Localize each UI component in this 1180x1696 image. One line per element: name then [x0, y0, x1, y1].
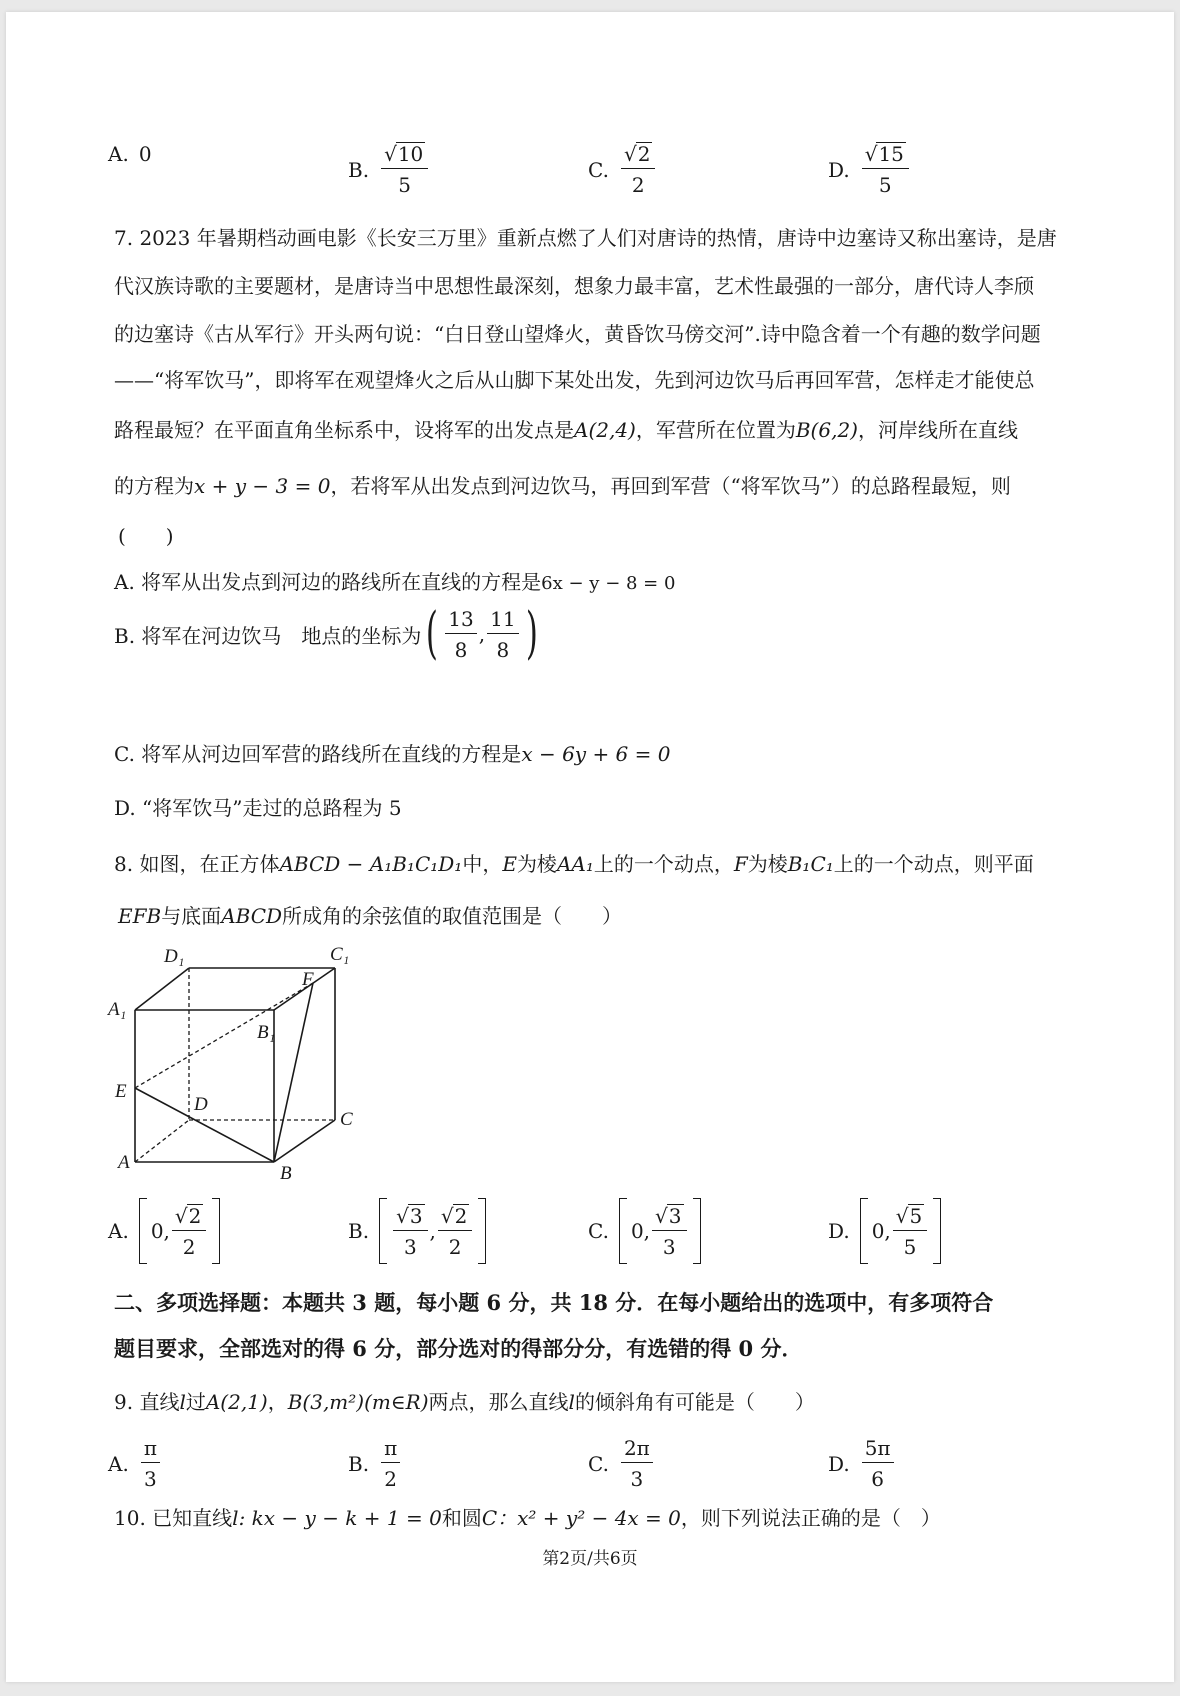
numerator: 2 [188, 1203, 202, 1228]
text: 上的一个动点，则平面 [833, 852, 1034, 876]
q7-line-4: ——“将军饮马”，即将军在观望烽火之后从山脚下某处出发，先到河边饮马后再回军营，怎样走才能使总 [114, 368, 1035, 392]
text: 两点，那么直线 [428, 1390, 569, 1414]
segment-ef [135, 983, 313, 1088]
page-footer: 第2页/共6页 [542, 1549, 638, 1569]
text: ，河岸线所在直线 [857, 418, 1018, 442]
bracket-right [933, 1198, 941, 1264]
cube-name: ABCD − A₁B₁C₁D₁ [279, 852, 463, 876]
numerator: 10 [397, 142, 424, 166]
text: B. 将军在河边饮马 地点的坐标为 [114, 623, 422, 648]
label-f: F [302, 969, 314, 990]
q9-option-b [348, 1436, 402, 1491]
paren-left: ( [426, 601, 439, 666]
q10-stem [114, 1504, 941, 1532]
text: 路程最短？在平面直角坐标系中，设将军的出发点是 [114, 418, 574, 442]
text: 上的一个动点， [593, 852, 734, 876]
option-label: C. [588, 1219, 609, 1243]
numerator: 13 [445, 607, 476, 634]
option-label: B. [348, 1219, 370, 1243]
bracket-left [619, 1198, 627, 1264]
cube-figure [106, 938, 366, 1188]
line-equation: l: kx − y − k + 1 = 0 [232, 1506, 442, 1530]
numerator: 2 [454, 1203, 468, 1228]
text: ，则下列说法正确的是（ ） [680, 1506, 941, 1530]
q8-option-d [828, 1198, 941, 1264]
bracket-right [693, 1198, 701, 1264]
fraction [862, 1436, 894, 1491]
q7-line-3: 的边塞诗《古从军行》开头两句说：“白日登山望烽火，黄昏饮马傍交河”.诗中隐含着一个有趣的数学问题 [114, 322, 1041, 346]
q8-option-a [108, 1198, 220, 1264]
label-b: B [280, 1163, 292, 1184]
text: 的倾斜角有可能是（ ） [574, 1390, 815, 1414]
numerator: π [141, 1436, 160, 1463]
text: 为棱 [747, 852, 788, 876]
point-e: E [502, 852, 517, 876]
fraction: √ 15 5 [862, 142, 909, 197]
q7-line-1: 7. 2023 年暑期档动画电影《长安三万里》重新点燃了人们对唐诗的热情，唐诗中边塞诗又称出塞诗，是唐 [114, 226, 1057, 250]
text: 10. 已知直线 [114, 1506, 233, 1530]
comma: , [478, 622, 486, 646]
q7-line-6 [114, 472, 1011, 500]
text: A. 将军从出发点到河边的路线所在直线的方程是 [114, 570, 542, 594]
label-c: C [340, 1109, 353, 1130]
q6-option-c [588, 142, 657, 197]
fraction: √ 2 2 [621, 142, 655, 197]
section2-heading-line-1: 二、多项选择题：本题共 3 题，每小题 6 分，共 18 分．在每小题给出的选项中，有多项符合 [114, 1290, 994, 1315]
option-label: A. [108, 1219, 129, 1243]
option-label: B. [348, 1451, 370, 1476]
numerator: 2π [621, 1436, 653, 1463]
edge-b1c1: B₁C₁ [787, 852, 834, 876]
fraction [141, 1436, 160, 1491]
text: ，军营所在位置为 [635, 418, 796, 442]
circle-equation: C：x² + y² − 4x = 0 [481, 1506, 681, 1530]
option-label: A. [108, 142, 129, 166]
line-l: l [179, 1390, 186, 1414]
equation: x − 6y + 6 = 0 [521, 742, 671, 766]
numerator: 2 [637, 142, 651, 166]
point-f: F [733, 852, 748, 876]
fraction [487, 607, 518, 662]
fraction: √ 3 3 [652, 1204, 686, 1259]
option-label: C. [588, 1451, 609, 1476]
q9-stem [114, 1388, 815, 1416]
denominator: 3 [144, 1467, 157, 1491]
numerator: 5π [862, 1436, 894, 1463]
q9-option-a [108, 1436, 162, 1491]
fraction: √ 5 5 [893, 1204, 927, 1259]
bracket-left [139, 1198, 147, 1264]
numerator: π [381, 1436, 400, 1463]
denominator: 3 [630, 1467, 644, 1491]
q7-option-b [114, 601, 542, 666]
text: 的方程为 [114, 474, 194, 498]
option-value: 0 [138, 142, 152, 166]
option-label: D. [828, 157, 850, 182]
point-a: A(2,4) [574, 418, 636, 442]
denominator: 2 [182, 1234, 196, 1259]
option-label: A. [108, 1451, 129, 1476]
label-d: D [194, 1094, 208, 1115]
river-equation: x + y − 3 = 0 [194, 474, 331, 498]
comma: , [429, 1219, 436, 1243]
equation: 6x − y − 8 = 0 [541, 573, 676, 594]
option-label: D. [828, 1219, 850, 1243]
edge-ad [135, 1120, 189, 1162]
text: 和圆 [441, 1506, 482, 1530]
numerator: 3 [668, 1203, 682, 1228]
option-label: D. [828, 1451, 850, 1476]
label-b1: B₁ [257, 1022, 276, 1043]
denominator: 2 [448, 1234, 462, 1259]
q7-option-c [114, 740, 670, 768]
fraction: √ 10 5 [381, 142, 428, 197]
q8-option-b [348, 1198, 486, 1264]
q7-line-5 [114, 416, 1018, 444]
bracket-left [379, 1198, 387, 1264]
paren-right: ) [525, 601, 538, 666]
edge-aa1: AA₁ [556, 852, 594, 876]
text: 所成角的余弦值的取值范围是（ ） [282, 904, 623, 928]
segment-bf [274, 983, 313, 1162]
text: ， [267, 1390, 288, 1414]
fraction [445, 607, 476, 662]
plane-abcd: ABCD [221, 904, 283, 928]
numerator: 5 [909, 1203, 923, 1228]
fraction: √ 2 2 [438, 1204, 472, 1259]
q6-option-d [828, 142, 911, 197]
interval-left: 0, [630, 1219, 651, 1243]
denominator: 8 [496, 637, 510, 662]
label-c1: C₁ [330, 944, 350, 965]
q7-answer-paren: ( ) [118, 524, 174, 548]
q7-line-2: 代汉族诗歌的主要题材，是唐诗当中思想性最深刻，想象力最丰富，艺术性最强的一部分，唐代诗人李颀 [114, 274, 1034, 298]
exam-page [6, 12, 1174, 1682]
label-e: E [115, 1081, 127, 1102]
numerator: 15 [878, 142, 904, 166]
interval-left: 0, [871, 1219, 891, 1243]
text: C. 将军从河边回军营的路线所在直线的方程是 [114, 742, 522, 766]
denominator: 5 [878, 173, 892, 197]
fraction [381, 1436, 400, 1491]
text: 过 [185, 1390, 206, 1414]
fraction: √ 3 3 [393, 1204, 427, 1259]
text: 与底面 [161, 904, 222, 928]
section2-heading-line-2: 题目要求，全部选对的得 6 分，部分选对的得部分分，有选错的得 0 分． [114, 1336, 803, 1361]
q8-line-1 [114, 850, 1034, 878]
q6-option-b [348, 142, 430, 197]
edge-a1d1 [135, 968, 189, 1010]
fraction [621, 1436, 653, 1491]
text: ，若将军从出发点到河边饮马，再回到军营（“将军饮马”）的总路程最短，则 [330, 474, 1011, 498]
q8-option-c [588, 1198, 701, 1264]
denominator: 3 [662, 1234, 676, 1259]
denominator: 5 [398, 173, 412, 197]
denominator: 8 [454, 637, 468, 662]
q9-option-d [828, 1436, 896, 1491]
denominator: 3 [403, 1234, 417, 1259]
option-label: C. [588, 157, 609, 182]
numerator: 3 [409, 1203, 423, 1228]
q7-option-a [114, 568, 675, 598]
text: 9. 直线 [114, 1390, 180, 1414]
q7-option-d: D. “将军饮马”走过的总路程为 5 [114, 796, 402, 820]
option-label: B. [348, 157, 370, 182]
denominator: 2 [631, 173, 645, 197]
q6-option-a [108, 142, 152, 166]
bracket-right [212, 1198, 220, 1264]
label-d1: D₁ [164, 946, 185, 967]
q8-line-2 [118, 902, 622, 930]
denominator: 2 [384, 1467, 397, 1491]
bracket-left [860, 1198, 868, 1264]
text: 为棱 [516, 852, 557, 876]
point-b: B(6,2) [795, 418, 858, 442]
interval-left: 0, [150, 1219, 170, 1243]
label-a1: A₁ [108, 999, 127, 1020]
text: 中， [462, 852, 503, 876]
numerator: 11 [487, 607, 518, 634]
q9-option-c [588, 1436, 655, 1491]
line-l: l [568, 1390, 575, 1414]
text: 8. 如图，在正方体 [114, 852, 280, 876]
bracket-right [478, 1198, 486, 1264]
label-a: A [118, 1152, 130, 1173]
point-b: B(3,m²)(m∈R) [287, 1390, 429, 1414]
fraction: √ 2 2 [172, 1204, 206, 1259]
denominator: 6 [871, 1467, 884, 1491]
point-a: A(2,1) [205, 1390, 268, 1414]
plane-efb: EFB [118, 904, 162, 928]
denominator: 5 [903, 1234, 917, 1259]
edge-bc [274, 1120, 335, 1162]
